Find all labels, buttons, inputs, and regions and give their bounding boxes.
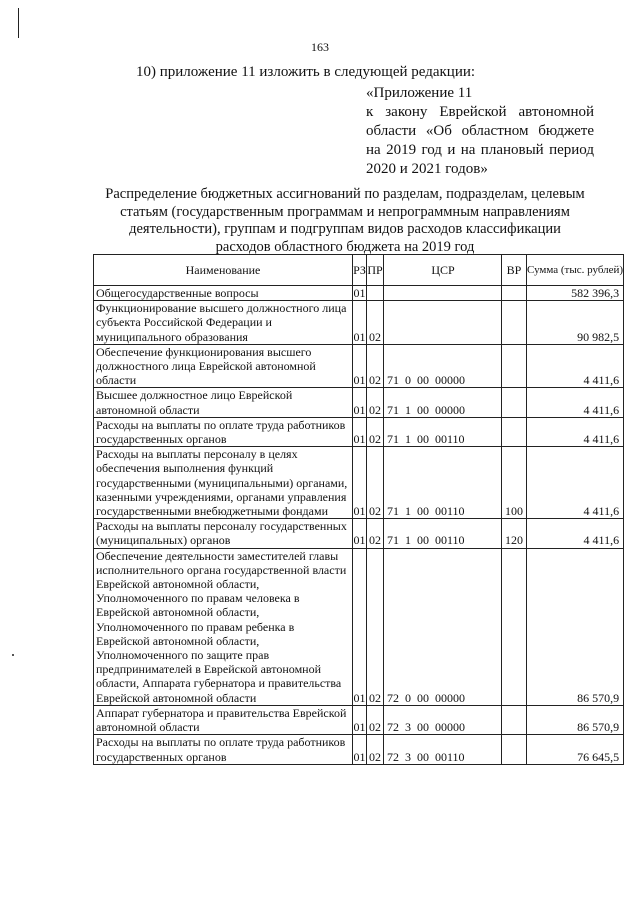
amendment-intro: 10) приложение 11 изложить в следующей редакции: bbox=[136, 64, 476, 80]
row-pr: 02 bbox=[367, 417, 384, 446]
row-rz: 01 bbox=[353, 447, 367, 519]
row-sum: 86 570,9 bbox=[527, 705, 624, 734]
row-rz: 01 bbox=[353, 548, 367, 705]
row-pr: 02 bbox=[367, 519, 384, 548]
row-vr: 100 bbox=[502, 447, 527, 519]
row-csr: 71 1 00 00110 bbox=[384, 519, 502, 548]
row-pr: 02 bbox=[367, 705, 384, 734]
budget-table bbox=[93, 254, 624, 765]
table-row bbox=[94, 705, 624, 734]
row-vr bbox=[502, 705, 527, 734]
row-sum: 90 982,5 bbox=[527, 301, 624, 345]
header-csr: ЦСР bbox=[384, 255, 502, 286]
table-row bbox=[94, 417, 624, 446]
table-row bbox=[94, 286, 624, 301]
row-name: Обеспечение функционирования высшего должностного лица Еврейской автономной области bbox=[94, 344, 353, 388]
row-sum: 76 645,5 bbox=[527, 735, 624, 764]
header-rz: РЗ bbox=[353, 255, 367, 286]
row-sum: 582 396,3 bbox=[527, 286, 624, 301]
table-row bbox=[94, 735, 624, 764]
row-csr: 72 3 00 00000 bbox=[384, 705, 502, 734]
margin-line bbox=[18, 8, 19, 38]
row-sum: 4 411,6 bbox=[527, 519, 624, 548]
row-vr bbox=[502, 388, 527, 417]
appendix-title: «Приложение 11 bbox=[366, 85, 473, 101]
row-name: Расходы на выплаты персоналу в целях обеспечения выполнения функций государственными (муниципальными) органами, казенными учреждениями, органами управления государственными внебюджетными фондами bbox=[94, 447, 353, 519]
row-csr: 72 3 00 00110 bbox=[384, 735, 502, 764]
row-sum: 4 411,6 bbox=[527, 447, 624, 519]
row-pr: 02 bbox=[367, 447, 384, 519]
header-sum: Сумма (тыс. рублей) bbox=[527, 255, 624, 286]
row-name: Высшее должностное лицо Еврейской автономной области bbox=[94, 388, 353, 417]
row-csr bbox=[384, 301, 502, 345]
row-pr: 02 bbox=[367, 548, 384, 705]
row-sum: 4 411,6 bbox=[527, 344, 624, 388]
row-rz: 01 bbox=[353, 519, 367, 548]
row-vr bbox=[502, 286, 527, 301]
row-pr: 02 bbox=[367, 344, 384, 388]
table-row bbox=[94, 548, 624, 705]
row-name: Аппарат губернатора и правительства Еврейской автономной области bbox=[94, 705, 353, 734]
page-number: 163 bbox=[311, 40, 329, 54]
row-csr: 71 1 00 00110 bbox=[384, 417, 502, 446]
table-header-row bbox=[94, 255, 624, 286]
row-sum: 4 411,6 bbox=[527, 417, 624, 446]
row-name: Расходы на выплаты персоналу государственных (муниципальных) органов bbox=[94, 519, 353, 548]
appendix-reference bbox=[366, 84, 594, 179]
document-title: Распределение бюджетных ассигнований по разделам, подразделам, целевым статьям (государственным программам и непрограммным направлениям деятельности), группам и подгруппам видов расходов классификации расходов областного бюджета на 2019 год bbox=[105, 186, 585, 255]
row-vr bbox=[502, 344, 527, 388]
row-pr: 02 bbox=[367, 301, 384, 345]
row-name: Функционирование высшего должностного лица субъекта Российской Федерации и муниципального образования bbox=[94, 301, 353, 345]
table-row bbox=[94, 344, 624, 388]
row-vr bbox=[502, 417, 527, 446]
row-csr: 71 1 00 00110 bbox=[384, 447, 502, 519]
row-pr bbox=[367, 286, 384, 301]
row-vr bbox=[502, 735, 527, 764]
row-csr bbox=[384, 286, 502, 301]
row-csr: 71 0 00 00000 bbox=[384, 344, 502, 388]
row-pr: 02 bbox=[367, 388, 384, 417]
appendix-body: к закону Еврейской автономной области «Об областном бюджете на 2019 год и на плановый период 2020 и 2021 годов» bbox=[366, 104, 594, 177]
row-name: Расходы на выплаты по оплате труда работников государственных органов bbox=[94, 417, 353, 446]
row-name: Общегосударственные вопросы bbox=[94, 286, 353, 301]
row-rz: 01 bbox=[353, 388, 367, 417]
row-sum: 4 411,6 bbox=[527, 388, 624, 417]
table-row bbox=[94, 301, 624, 345]
row-name: Расходы на выплаты по оплате труда работников государственных органов bbox=[94, 735, 353, 764]
row-rz: 01 bbox=[353, 301, 367, 345]
row-name: Обеспечение деятельности заместителей главы исполнительного органа государственной власти Еврейской автономной области, Уполномоченного по правам человека в Еврейской автономной области, Уполномоченного по правам ребенка в Еврейской автономной области, Уполномоченного по защите прав предпринимателей в Еврейской автономной области, Аппарата губернатора и правительства Еврейской автономной области bbox=[94, 548, 353, 705]
header-vr: ВР bbox=[502, 255, 527, 286]
row-rz: 01 bbox=[353, 344, 367, 388]
row-sum: 86 570,9 bbox=[527, 548, 624, 705]
row-vr bbox=[502, 301, 527, 345]
table-row bbox=[94, 388, 624, 417]
header-pr: ПР bbox=[367, 255, 384, 286]
row-vr: 120 bbox=[502, 519, 527, 548]
row-csr: 71 1 00 00000 bbox=[384, 388, 502, 417]
row-rz: 01 bbox=[353, 705, 367, 734]
row-rz: 01 bbox=[353, 735, 367, 764]
table-row bbox=[94, 519, 624, 548]
header-name: Наименование bbox=[94, 255, 353, 286]
row-vr bbox=[502, 548, 527, 705]
row-pr: 02 bbox=[367, 735, 384, 764]
row-rz: 01 bbox=[353, 417, 367, 446]
row-rz: 01 bbox=[353, 286, 366, 300]
row-csr: 72 0 00 00000 bbox=[384, 548, 502, 705]
scan-speck bbox=[12, 654, 14, 656]
table-row bbox=[94, 447, 624, 519]
